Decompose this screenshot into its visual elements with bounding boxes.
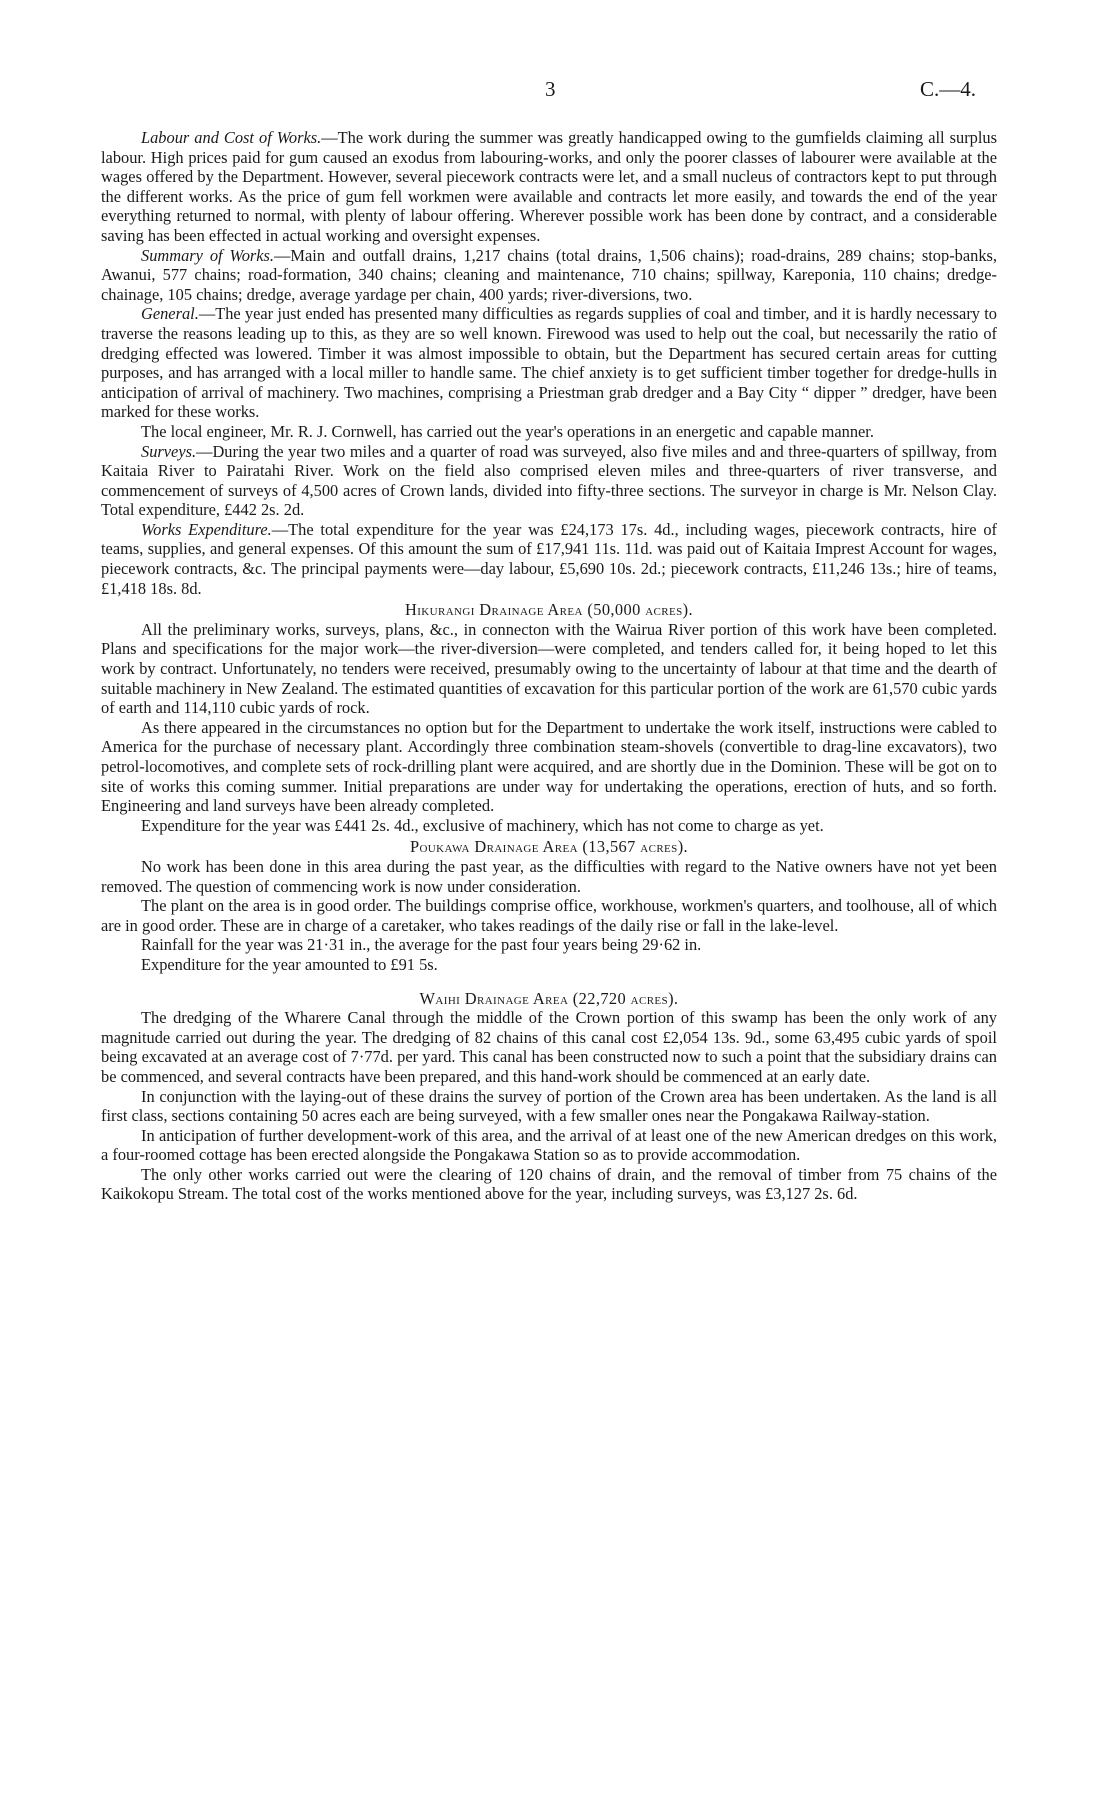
- hikurangi-paragraph-2: As there appeared in the circumstances no option but for the Department to undertake the work itself, instructions were cabled to America for the purchase of necessary plant. Accordingly three combination steam-shovels (convertible to drag-line excavators), two petrol-locomotives, and complete sets of rock-drilling plant were acquired, and are shortly due in the Dominion. These will be got on to site of works this coming summer. Initial preparations are under way for undertaking the operations, erection of huts, and so forth. Engineering and land surveys have been already completed.: [101, 717, 997, 816]
- labour-lead: Labour and Cost of Works.: [141, 128, 322, 147]
- summary-lead: Summary of Works.: [141, 245, 275, 265]
- poukawa-paragraph-2: The plant on the area is in good order. The buildings comprise office, workhouse, workmen's quarters, and toolhouse, all of which are in good order. These are in charge of a caretaker, who takes readings of the daily rise or fall in the lake-level.: [101, 896, 997, 935]
- general-paragraph: [101, 304, 997, 422]
- waihi-heading: Waihi Drainage Area (22,720 acres).: [419, 988, 679, 1008]
- poukawa-heading: Poukawa Drainage Area (13,567 acres).: [409, 837, 689, 857]
- poukawa-paragraph-1: No work has been done in this area during the past year, as the difficulties with regard to the Native owners have not yet been removed. The question of commencing work is now under consideration.: [101, 856, 997, 896]
- hikurangi-heading: Hikurangi Drainage Area (50,000 acres).: [404, 600, 694, 620]
- surveys-text: —During the year two miles and a quarter of road was surveyed, also five miles and and three-quarters of spillway, from Kaitaia River to Pairatahi River. Work on the field also comprised eleven miles and three-quarters of river transverse, and commencement of surveys of 4,500 acres of Crown lands, divided into fifty-three sections. The surveyor in charge is Mr. Nelson Clay. Total expenditure, £442 2s. 2d.: [101, 441, 997, 520]
- works-expenditure-text: —The total expenditure for the year was £24,173 17s. 4d., including wages, piecework contracts, hire of teams, supplies, and general expenses. Of this amount the sum of £17,941 11s. 11d. was paid out of Kaitaia Imprest Account for wages, piecework contracts, &c. The principal payments were—day labour, £5,690 10s. 2d.; piecework contracts, £11,246 13s.; hire of teams, £1,418 18s. 8d.: [101, 519, 997, 598]
- labour-text: —The work during the summer was greatly handicapped owing to the gumfields claiming all surplus labour. High prices paid for gum caused an exodus from labouring-works, and only the poorer classes of labourer were available at the wages offered by the Department. However, several piecework contracts were let, and a small nucleus of contractors kept to put through the different works. As the price of gum fell workmen were available and contracts let more easily, and towards the end of the year everything returned to normal, with plenty of labour offering. Wherever possible work has been done by contract, and a considerable saving has been effected in actual working and oversight expenses.: [101, 128, 997, 245]
- paper-reference: C.—4.: [920, 77, 977, 101]
- waihi-paragraph-3: In anticipation of further development-work of this area, and the arrival of at least one of the new American dredges on this work, a four-roomed cottage has been erected alongside the Pongakawa Station so as to provide accommodation.: [101, 1125, 997, 1165]
- summary-text: —Main and outfall drains, 1,217 chains (total drains, 1,506 chains); road-drains, 289 chains; stop-banks, Awanui, 577 chains; road-formation, 340 chains; cleaning and maintenance, 710 chains; spillway, Kareponia, 110 chains; dredge-chainage, 105 chains; dredge, average yardage per chain, 400 yards; river-diversions, two.: [101, 245, 997, 304]
- page-number: 3: [545, 77, 556, 101]
- hikurangi-paragraph-3: Expenditure for the year was £441 2s. 4d., exclusive of machinery, which has not come to charge as yet.: [141, 815, 824, 835]
- surveys-paragraph: [101, 442, 997, 520]
- waihi-paragraph-4: The only other works carried out were the clearing of 120 chains of drain, and the removal of timber from 75 chains of the Kaikokopu Stream. The total cost of the works mentioned above for the year, including surveys, was £3,127 2s. 6d.: [101, 1164, 997, 1204]
- waihi-paragraph-1: The dredging of the Wharere Canal through the middle of the Crown portion of this swamp has been the only work of any magnitude carried out during the year. The dredging of 82 chains of this canal cost £2,054 13s. 9d., some 63,495 cubic yards of spoil being excavated at an average cost of 7·77d. per yard. This canal has been constructed now to such a point that the subsidiary drains can be commenced, and several contracts have been prepared, and this hand-work should be commenced at an early date.: [101, 1008, 997, 1086]
- waihi-paragraph-2: In conjunction with the laying-out of these drains the survey of portion of the Crown area has been undertaken. As the land is all first class, sections containing 50 acres each are being surveyed, with a few smaller ones near the Pongakawa Railway-station.: [101, 1086, 997, 1126]
- poukawa-paragraph-3: Rainfall for the year was 21·31 in., the average for the past four years being 29·62 in.: [141, 935, 702, 955]
- general-text: —The year just ended has presented many difficulties as regards supplies of coal and timber, and it is hardly necessary to traverse the reasons leading up to this, as they are so well known. Firewood was used to help out the coal, but necessarily the ratio of dredging effected was lowered. Timber it was almost impossible to obtain, but the Department has secured certain areas for cutting purposes, and has arranged with a local miller to handle same. The chief anxiety is to get sufficient timber together for dredge-hulls in anticipation of arrival of machinery. Two machines, comprising a Priestman grab dredger and a Bay City “ dipper ” dredger, have been marked for these works.: [101, 304, 997, 422]
- hikurangi-paragraph-1: All the preliminary works, surveys, plans, &c., in connecton with the Wairua River portion of this work have been completed. Plans and specifications for the major work—the river-diversion—were completed, and tenders called for, it being hoped to let this work by contract. Unfortunately, no tenders were received, presumably owing to the uncertainty of labour at that time and the dearth of suitable machinery in New Zealand. The estimated quantities of excavation for this particular portion of the work are 61,570 cubic yards of earth and 114,110 cubic yards of rock.: [101, 619, 997, 718]
- works-expenditure-lead: Works Expenditure.: [141, 519, 272, 539]
- labour-paragraph: [101, 128, 997, 246]
- summary-paragraph: [101, 246, 997, 305]
- document-body: [101, 128, 997, 1204]
- works-expenditure-paragraph: [101, 520, 997, 598]
- engineer-paragraph: The local engineer, Mr. R. J. Cornwell, has carried out the year's operations in an energetic and capable manner.: [141, 421, 874, 441]
- surveys-lead: Surveys.: [141, 441, 197, 461]
- page-header: [0, 77, 1114, 104]
- general-lead: General.: [141, 304, 199, 324]
- poukawa-paragraph-4: Expenditure for the year amounted to £91 5s.: [141, 954, 438, 974]
